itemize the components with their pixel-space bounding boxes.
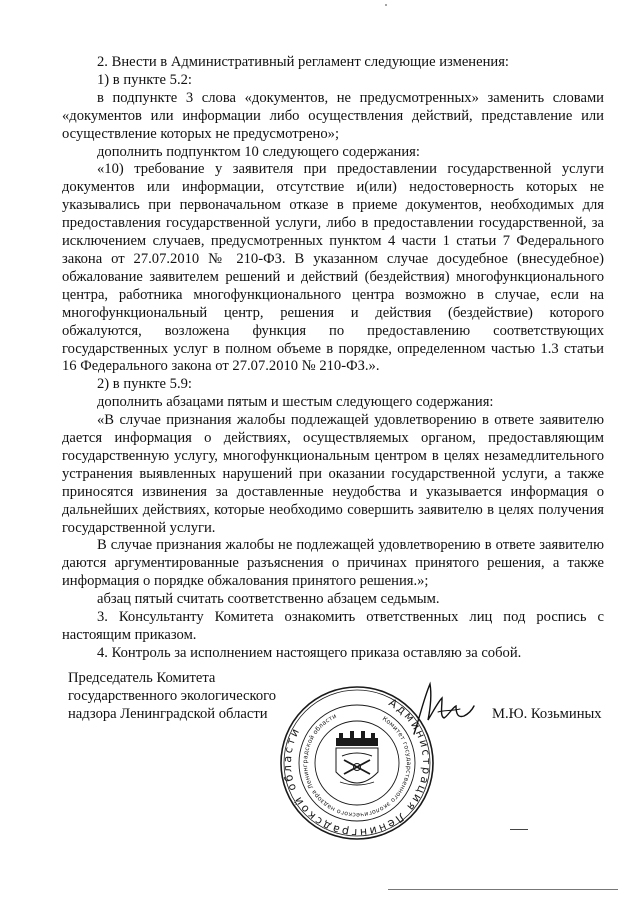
- paragraph: в подпункте 3 слова «документов, не предусмотренных» заменить словами «документов или информации либо осуществления действий, представление или осуществление которых не предусмотрено»;: [62, 89, 604, 142]
- signatory-title: [68, 670, 276, 724]
- coat-of-arms-icon: [336, 731, 378, 785]
- scan-line: [510, 829, 528, 830]
- paragraph: 1) в пункте 5.2:: [97, 71, 192, 88]
- signatory-name: М.Ю. Козьминых: [492, 706, 602, 722]
- paragraph: 2) в пункте 5.9:: [97, 376, 192, 393]
- paragraph: 4. Контроль за исполнением настоящего приказа оставляю за собой.: [97, 644, 522, 661]
- signatory-title-line: государственного экологического: [68, 687, 277, 704]
- paragraph: абзац пятый считать соответственно абзацем седьмым.: [97, 591, 440, 608]
- signatory-title-line: надзора Ленинградской области: [68, 705, 268, 722]
- signatory-title-line: Председатель Комитета: [68, 670, 216, 686]
- document-body: [62, 54, 604, 663]
- seal-outer-text: Администрация Ленинградской области: [280, 696, 434, 840]
- paragraph: дополнить абзацами пятым и шестым следующего содержания:: [97, 394, 494, 411]
- paragraph: 3. Консультанту Комитета ознакомить ответственных лиц под роспись с настоящим приказом.: [62, 609, 604, 643]
- paragraph: дополнить подпунктом 10 следующего содержания:: [97, 143, 420, 160]
- scan-mark: [385, 4, 387, 6]
- seal-inner-text: Комитет государственного экологического надзора Ленинградской области: [301, 712, 413, 819]
- handwritten-signature: [408, 676, 478, 740]
- paragraph: В случае признания жалобы не подлежащей удовлетворению в ответе заявителю даются аргументированные разъяснения о причинах принятого решения, а также информация о порядке обжалования принятого решения.»;: [62, 537, 604, 590]
- scan-line: [388, 889, 618, 890]
- paragraph: «В случае признания жалобы подлежащей удовлетворению в ответе заявителю дается информация о действиях, осуществляемых органом, предоставляющим государственную услугу, многофункциональным центром в целях незамедлительного устранения выявленных нарушений при оказании государственной услуги, а также приносятся извинения за доставленные неудобства и указывается информация о дальнейших действиях, которые необходимо совершить заявителю в целях получения государственной услуги.: [62, 412, 604, 536]
- paragraph: «10) требование у заявителя при предоставлении государственной услуги документов или информации, отсутствие и(или) недостоверность которых не указывались при первоначальном отказе в приеме документов, необходимых для предоставления государственной услуги, либо в предоставлении государственной, за исключением случаев, предусмотренных пунктом 4 части 1 статьи 7 Федерального закона от 27.07.2010 № 210-ФЗ. В указанном случае досудебное (внесудебное) обжалование заявителем решений и действий (бездействия) многофункционального центра, работника многофункционального центра возможно в случае, если на многофункциональный центр, решения и действия (бездействие) которого обжалуются, возложена функция по предоставлению соответствующих государственных услуг в полном объеме в порядке, определенном частью 1.3 статьи 16 Федерального закона от 27.07.2010 № 210-ФЗ.».: [62, 161, 604, 375]
- paragraph: 2. Внести в Административный регламент следующие изменения:: [97, 54, 509, 70]
